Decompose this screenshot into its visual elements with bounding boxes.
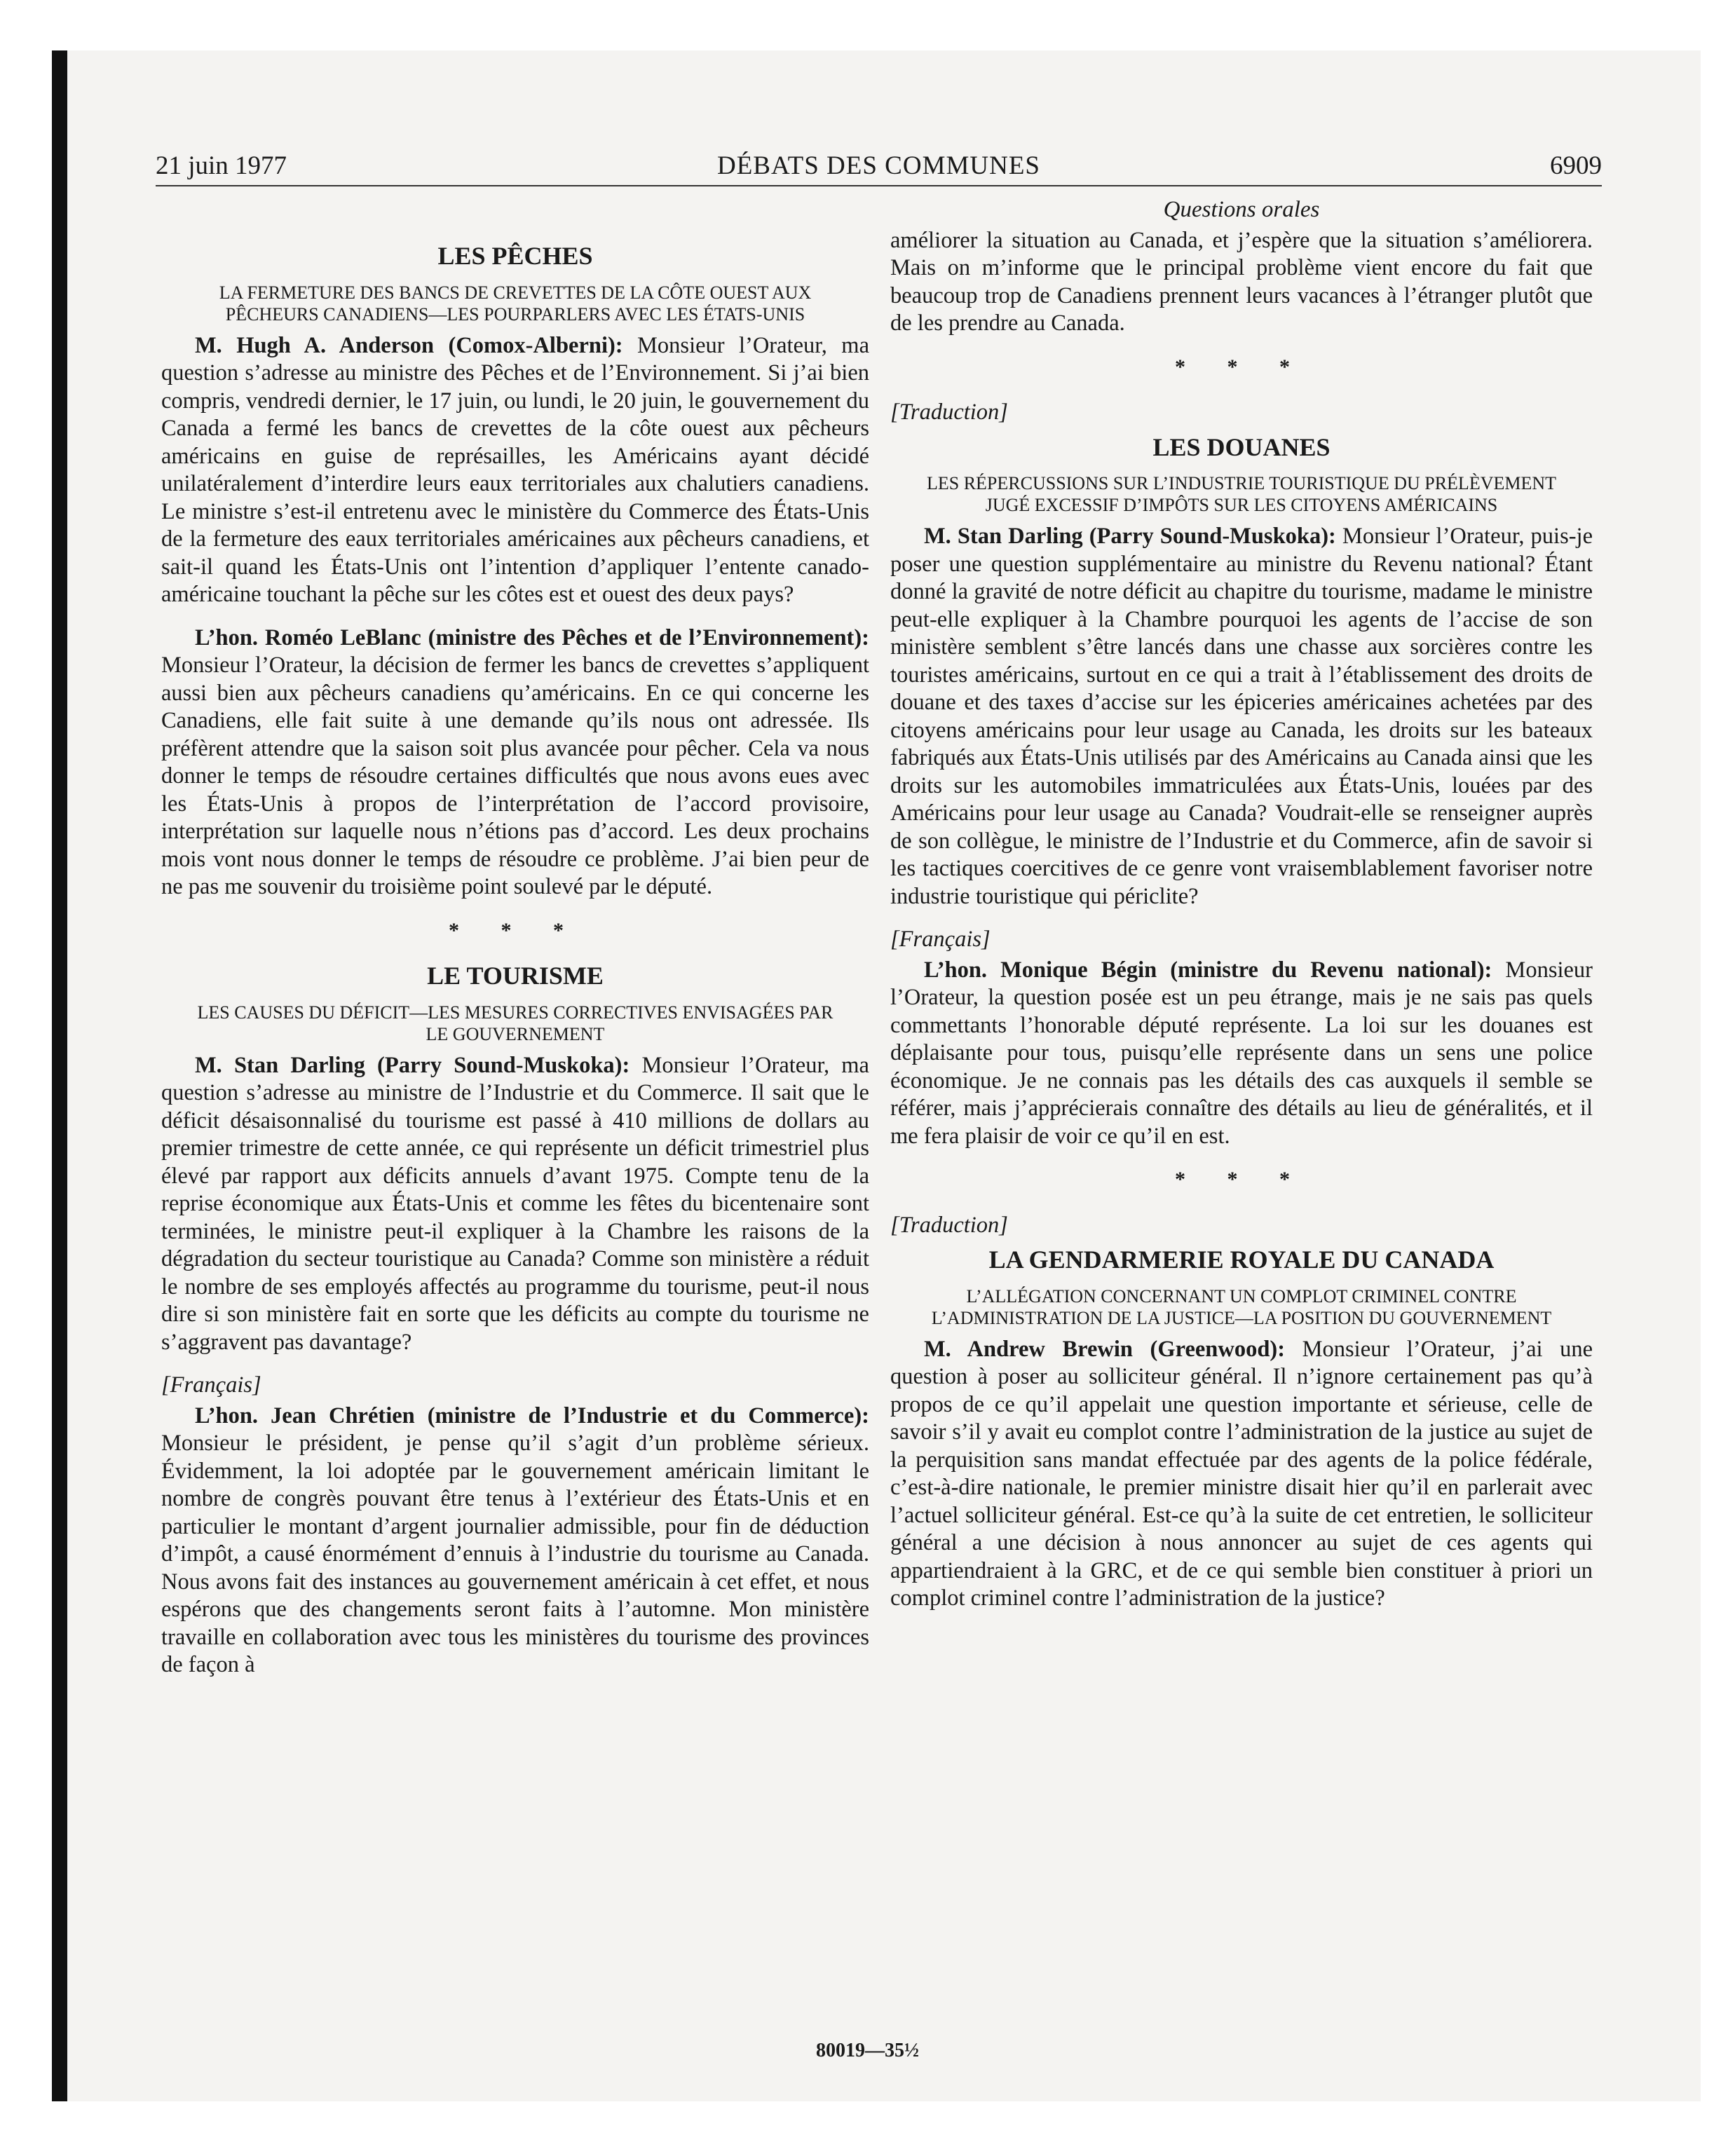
paragraph-darling <box>161 1052 869 1357</box>
page-footer: 80019—35½ <box>816 2040 919 2061</box>
section-separator: * * * <box>1175 1168 1308 1191</box>
paragraph-leblanc <box>161 625 869 901</box>
speaker-name: M. Stan Darling (Parry Sound-Muskoka): <box>924 524 1336 549</box>
header-date: 21 juin 1977 <box>156 151 287 180</box>
speech-text: Monsieur l’Orateur, la décision de fermer les bancs de crevettes s’appliquent aussi bien aux pêcheurs canadiens qu’américains. En ce qui concerne les Canadiens, elle fait suite à une demande qu’ils nous ont adressée. Ils préfèrent attendre que la saison soit plus avancée pour pêcher. Cela va nous donner le temps de résoudre certaines difficultés que nous avons eues avec les États-Unis à propos de l’interprétation de l’accord provisoire, interprétation sur laquelle nous n’étions pas d’accord. Les deux prochains mois vont nous donner le temps de résoudre ce problème. J’ai bien peur de ne pas me souvenir du troisième point soulevé par le député. <box>161 653 869 899</box>
running-head: Questions orales <box>1163 197 1320 222</box>
paragraph-brewin <box>890 1336 1593 1613</box>
speech-text: Monsieur l’Orateur, puis-je poser une question supplémentaire au ministre du Revenu national? Étant donné la gravité de notre déficit au chapitre du tourisme, madame le ministre peut-elle expliquer à la Chambre pourquoi les agents de l’accise de son ministère semblent s’être lancés dans une chasse aux sorcières contre les touristes américains, surtout en ce qui a trait à l’établissement des droits de douane et des taxes d’accise sur les épiceries américaines achetées par des citoyens américains pour leur usage au Canada, les droits sur les bateaux fabriqués aux États-Unis utilisés par des Américains au Canada ainsi que les droits sur les automobiles immatriculées aux États-Unis, louées par des Américains pour leur usage au Canada? Voudrait-elle se renseigner auprès de son collègue, le ministre de l’Industrie et du Commerce, afin de savoir si les tactiques coercitives de ce genre vont vraisemblablement favoriser notre industrie touristique qui périclite? <box>890 524 1593 909</box>
speech-text: Monsieur le président, je pense qu’il s’agit d’un problème sérieux. Évidemment, la loi adoptée par le gouvernement américain limitant le nombre de congrès pouvant être tenus à l’extérieur des États-Unis et en particulier le montant d’argent journalier admissible, pour fin de déduction d’impôt, a causé énormément d’ennuis à l’industrie du tourisme au Canada. Nous avons fait des instances au gouvernement américain à cet effet, et nous espérons que des changements seront faits à l’automne. Mon ministère travaille en collaboration avec tous les ministères du tourisme des provinces de façon à <box>161 1431 869 1677</box>
speaker-name: M. Andrew Brewin (Greenwood): <box>924 1336 1286 1362</box>
language-marker: [Traduction] <box>890 400 1008 425</box>
section-title-tourisme: LE TOURISME <box>427 962 604 990</box>
speech-text: Monsieur l’Orateur, j’ai une question à poser au solliciteur général. Il n’ignore certainement pas qu’à propos de ce qu’il appelait une question importante et sérieuse, celle de savoir s’il y avait eu complot contre l’administration de la justice au sujet de la perquisition sans mandat effectuée par des agents de la police fédérale, c’est-à-dire nationale, le premier ministre disait hier qu’il en parlerait avec l’actuel solliciteur général. Est-ce qu’à la suite de cet entretien, le solliciteur général a une décision à nous annoncer au sujet de ces agents qui appartiendraient à la GRC, et de ce qui semble bien constituer à priori un complot criminel contre l’administration de la justice? <box>890 1336 1593 1611</box>
speaker-name: M. Stan Darling (Parry Sound-Muskoka): <box>195 1052 630 1078</box>
section-subtitle-tourisme: LES CAUSES DU DÉFICIT—LES MESURES CORRECTIVES ENVISAGÉES PAR LE GOUVERNEMENT <box>197 1002 834 1044</box>
speech-text: Monsieur l’Orateur, ma question s’adresse au ministre de l’Industrie et du Commerce. Il sait que le déficit désaisonnalisé du tourisme est passé à 410 millions de dollars au premier trimestre de cette année, ce qui représente un déficit trimestriel plus élevé par rapport aux déficits annuels d’avant 1975. Compte tenu de la reprise économique aux États-Unis et comme les fêtes du bicentenaire sont terminées, le ministre peut-il expliquer à la Chambre les raisons de la dégradation du secteur touristique au Canada? Comme son ministère a réduit le nombre de ses employés affectés au programme du tourisme, peut-il nous dire si son ministère fait en sorte que les déficits au compte du tourisme ne s’aggravent pas davantage? <box>161 1052 869 1355</box>
speaker-name: L’hon. Roméo LeBlanc (ministre des Pêches et de l’Environnement): <box>195 625 869 650</box>
section-subtitle-grc: L’ALLÉGATION CONCERNANT UN COMPLOT CRIMINEL CONTRE L’ADMINISTRATION DE LA JUSTICE—LA POSITION DU GOUVERNEMENT <box>931 1285 1552 1328</box>
header-page-number: 6909 <box>1550 151 1602 180</box>
speaker-name: L’hon. Jean Chrétien (ministre de l’Industrie et du Commerce): <box>195 1403 869 1428</box>
speaker-name: M. Hugh A. Anderson (Comox-Alberni): <box>195 332 623 358</box>
paragraph-continuation: améliorer la situation au Canada, et j’espère que la situation s’améliorera. Mais on m’informe que le principal problème vient encore du fait que beaucoup trop de Canadiens prennent leurs vacances à l’étranger plutôt que de les prendre au Canada. <box>890 227 1593 336</box>
section-separator: * * * <box>1175 355 1308 378</box>
paragraph-begin <box>890 957 1593 1151</box>
paragraph-chretien <box>161 1403 869 1679</box>
language-marker: [Français] <box>890 927 991 952</box>
section-subtitle-peches: LA FERMETURE DES BANCS DE CREVETTES DE LA CÔTE OUEST AUX PÊCHEURS CANADIENS—LES POURPARLERS AVEC LES ÉTATS-UNIS <box>219 282 812 325</box>
paragraph-darling-supplementary <box>890 523 1593 910</box>
right-column <box>890 196 1593 1628</box>
section-separator: * * * <box>449 918 582 942</box>
speech-text: Monsieur l’Orateur, la question posée est un peu étrange, mais je ne sais pas quels commettants l’honorable député représente. La loi sur les douanes est déplaisante pour tous, puisqu’elle représente dans un sens une police économique. Je ne connais pas les détails des cas auxquels il semble se référer, mais j’apprécierais connaître des détails au lieu de généralités, et il me fera plaisir de voir ce qu’il en est. <box>890 957 1593 1149</box>
speaker-name: L’hon. Monique Bégin (ministre du Revenu national): <box>924 957 1492 983</box>
paragraph-anderson <box>161 332 869 609</box>
left-column <box>161 236 869 1695</box>
speech-text: Monsieur l’Orateur, ma question s’adresse au ministre des Pêches et de l’Environnement. Si j’ai bien compris, vendredi dernier, le 17 juin, ou lundi, le 20 juin, le gouvernement du Canada a fermé les bancs de crevettes de la côte ouest aux pêcheurs américains en guise de représailles, les Américains ayant décidé unilatéralement d’interdire leurs eaux territoriales aux chalutiers canadiens. Le ministre s’est-il entretenu avec le ministère du Commerce des États-Unis de la fermeture des eaux territoriales américaines aux pêcheurs canadiens, et sait-il quand les États-Unis ont l’intention d’appliquer l’entente canado-américaine touchant la pêche sur les côtes est et ouest des deux pays? <box>161 332 870 607</box>
language-marker: [Français] <box>161 1372 261 1398</box>
header-title: DÉBATS DES COMMUNES <box>716 151 1040 180</box>
section-subtitle-douanes: LES RÉPERCUSSIONS SUR L’INDUSTRIE TOURISTIQUE DU PRÉLÈVEMENT JUGÉ EXCESSIF D’IMPÔTS SUR LES CITOYENS AMÉRICAINS <box>926 473 1557 515</box>
section-title-grc: LA GENDARMERIE ROYALE DU CANADA <box>988 1246 1495 1274</box>
section-title-douanes: LES DOUANES <box>1152 432 1331 461</box>
language-marker: [Traduction] <box>890 1212 1008 1238</box>
section-title-peches: LES PÊCHES <box>437 242 593 270</box>
page-header <box>156 140 1602 186</box>
